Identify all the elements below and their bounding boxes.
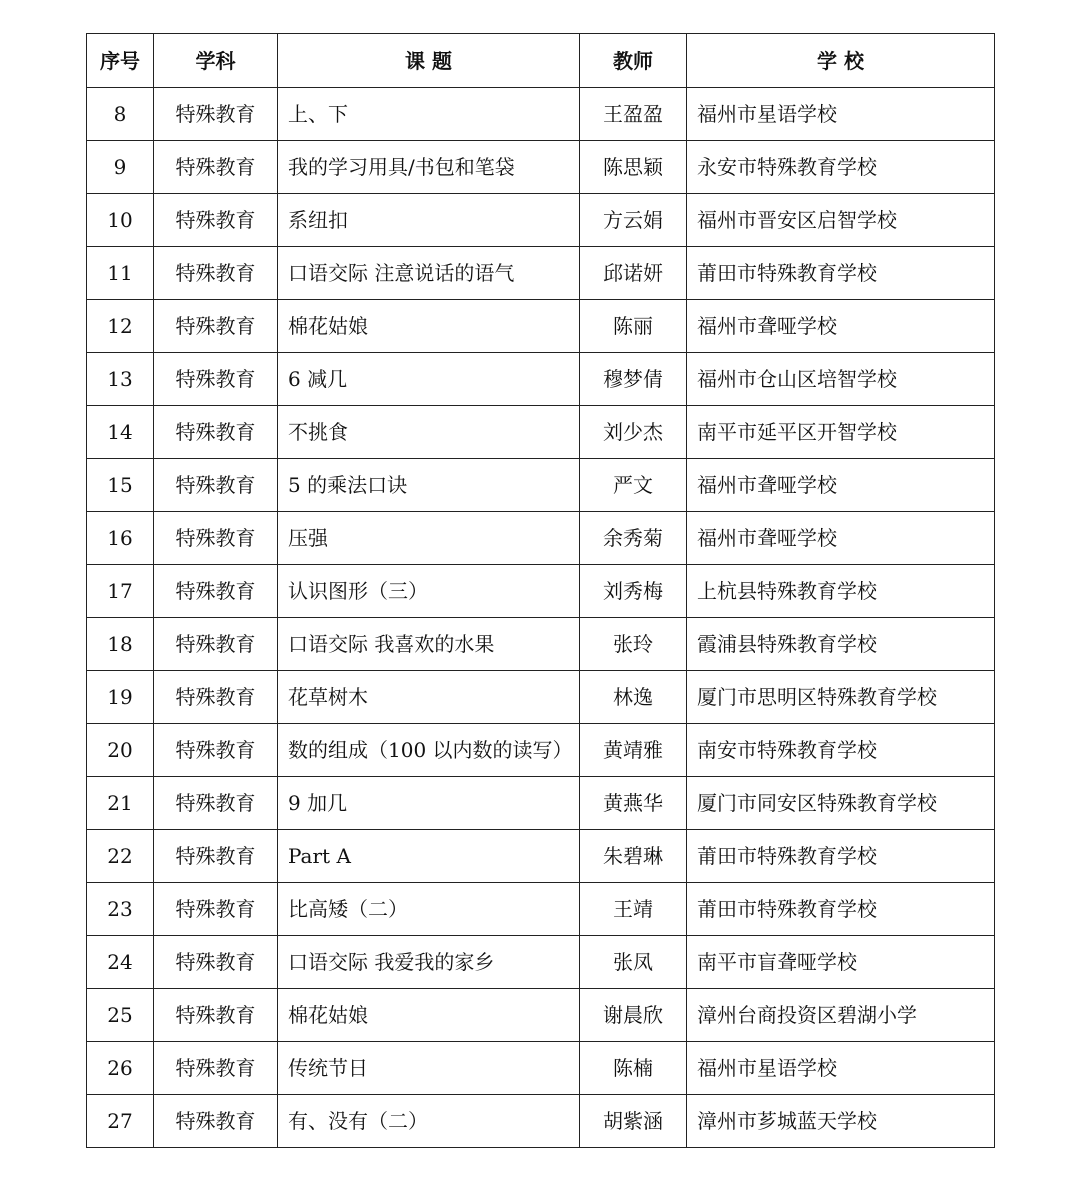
table-row bbox=[87, 989, 995, 1042]
table-row bbox=[87, 830, 995, 883]
cell-number: 12 bbox=[87, 300, 154, 353]
table-row bbox=[87, 141, 995, 194]
table-row bbox=[87, 936, 995, 989]
cell-school: 南平市延平区开智学校 bbox=[687, 406, 995, 459]
cell-teacher: 方云娟 bbox=[580, 194, 687, 247]
cell-topic: 系纽扣 bbox=[278, 194, 580, 247]
cell-teacher: 刘秀梅 bbox=[580, 565, 687, 618]
cell-school: 上杭县特殊教育学校 bbox=[687, 565, 995, 618]
cell-school: 南安市特殊教育学校 bbox=[687, 724, 995, 777]
cell-number: 11 bbox=[87, 247, 154, 300]
cell-topic: 比高矮（二） bbox=[278, 883, 580, 936]
cell-number: 8 bbox=[87, 88, 154, 141]
cell-subject: 特殊教育 bbox=[154, 830, 278, 883]
cell-topic: 有、没有（二） bbox=[278, 1095, 580, 1148]
table-row bbox=[87, 300, 995, 353]
cell-teacher: 穆梦倩 bbox=[580, 353, 687, 406]
cell-topic: 6 减几 bbox=[278, 353, 580, 406]
cell-topic: 传统节日 bbox=[278, 1042, 580, 1095]
cell-subject: 特殊教育 bbox=[154, 777, 278, 830]
header-teacher: 教师 bbox=[580, 34, 687, 88]
table-row bbox=[87, 459, 995, 512]
cell-number: 16 bbox=[87, 512, 154, 565]
table-row bbox=[87, 724, 995, 777]
table-row bbox=[87, 777, 995, 830]
table-row bbox=[87, 671, 995, 724]
table-row bbox=[87, 406, 995, 459]
table-row bbox=[87, 247, 995, 300]
cell-topic: 5 的乘法口诀 bbox=[278, 459, 580, 512]
table-body bbox=[87, 88, 995, 1148]
cell-school: 南平市盲聋哑学校 bbox=[687, 936, 995, 989]
cell-subject: 特殊教育 bbox=[154, 724, 278, 777]
cell-number: 10 bbox=[87, 194, 154, 247]
cell-topic: 口语交际 我爱我的家乡 bbox=[278, 936, 580, 989]
cell-school: 福州市星语学校 bbox=[687, 1042, 995, 1095]
table-row bbox=[87, 88, 995, 141]
cell-number: 18 bbox=[87, 618, 154, 671]
cell-school: 漳州台商投资区碧湖小学 bbox=[687, 989, 995, 1042]
cell-teacher: 林逸 bbox=[580, 671, 687, 724]
cell-subject: 特殊教育 bbox=[154, 88, 278, 141]
cell-number: 15 bbox=[87, 459, 154, 512]
cell-teacher: 王靖 bbox=[580, 883, 687, 936]
cell-teacher: 余秀菊 bbox=[580, 512, 687, 565]
cell-school: 厦门市思明区特殊教育学校 bbox=[687, 671, 995, 724]
cell-subject: 特殊教育 bbox=[154, 459, 278, 512]
cell-teacher: 陈丽 bbox=[580, 300, 687, 353]
cell-school: 永安市特殊教育学校 bbox=[687, 141, 995, 194]
cell-number: 14 bbox=[87, 406, 154, 459]
cell-subject: 特殊教育 bbox=[154, 300, 278, 353]
cell-teacher: 刘少杰 bbox=[580, 406, 687, 459]
cell-subject: 特殊教育 bbox=[154, 883, 278, 936]
cell-subject: 特殊教育 bbox=[154, 671, 278, 724]
table-row bbox=[87, 618, 995, 671]
cell-subject: 特殊教育 bbox=[154, 406, 278, 459]
cell-number: 23 bbox=[87, 883, 154, 936]
cell-subject: 特殊教育 bbox=[154, 1042, 278, 1095]
cell-number: 20 bbox=[87, 724, 154, 777]
table-row bbox=[87, 1095, 995, 1148]
cell-topic: 9 加几 bbox=[278, 777, 580, 830]
cell-number: 21 bbox=[87, 777, 154, 830]
header-topic: 课 题 bbox=[278, 34, 580, 88]
cell-school: 霞浦县特殊教育学校 bbox=[687, 618, 995, 671]
cell-school: 福州市星语学校 bbox=[687, 88, 995, 141]
cell-topic: 口语交际 注意说话的语气 bbox=[278, 247, 580, 300]
cell-number: 13 bbox=[87, 353, 154, 406]
cell-number: 24 bbox=[87, 936, 154, 989]
cell-teacher: 张凤 bbox=[580, 936, 687, 989]
cell-teacher: 陈楠 bbox=[580, 1042, 687, 1095]
cell-teacher: 张玲 bbox=[580, 618, 687, 671]
cell-teacher: 严文 bbox=[580, 459, 687, 512]
cell-school: 莆田市特殊教育学校 bbox=[687, 247, 995, 300]
cell-topic: 棉花姑娘 bbox=[278, 300, 580, 353]
cell-topic: 棉花姑娘 bbox=[278, 989, 580, 1042]
header-subject: 学科 bbox=[154, 34, 278, 88]
table-row bbox=[87, 883, 995, 936]
table-row bbox=[87, 565, 995, 618]
cell-subject: 特殊教育 bbox=[154, 247, 278, 300]
cell-subject: 特殊教育 bbox=[154, 194, 278, 247]
table-row bbox=[87, 1042, 995, 1095]
cell-topic: 认识图形（三） bbox=[278, 565, 580, 618]
cell-topic: 花草树木 bbox=[278, 671, 580, 724]
cell-teacher: 胡紫涵 bbox=[580, 1095, 687, 1148]
cell-teacher: 陈思颖 bbox=[580, 141, 687, 194]
cell-subject: 特殊教育 bbox=[154, 989, 278, 1042]
cell-teacher: 朱碧琳 bbox=[580, 830, 687, 883]
cell-number: 22 bbox=[87, 830, 154, 883]
cell-topic: 口语交际 我喜欢的水果 bbox=[278, 618, 580, 671]
cell-topic: 上、下 bbox=[278, 88, 580, 141]
cell-subject: 特殊教育 bbox=[154, 1095, 278, 1148]
cell-subject: 特殊教育 bbox=[154, 618, 278, 671]
cell-subject: 特殊教育 bbox=[154, 512, 278, 565]
table-row bbox=[87, 353, 995, 406]
cell-number: 26 bbox=[87, 1042, 154, 1095]
cell-subject: 特殊教育 bbox=[154, 565, 278, 618]
cell-number: 27 bbox=[87, 1095, 154, 1148]
cell-school: 莆田市特殊教育学校 bbox=[687, 883, 995, 936]
cell-number: 19 bbox=[87, 671, 154, 724]
cell-topic: 数的组成（100 以内数的读写） bbox=[278, 724, 580, 777]
table-header bbox=[87, 34, 995, 88]
cell-subject: 特殊教育 bbox=[154, 141, 278, 194]
table-row bbox=[87, 194, 995, 247]
header-row bbox=[87, 34, 995, 88]
cell-teacher: 王盈盈 bbox=[580, 88, 687, 141]
cell-topic: 我的学习用具/书包和笔袋 bbox=[278, 141, 580, 194]
header-no: 序号 bbox=[87, 34, 154, 88]
cell-teacher: 黄靖雅 bbox=[580, 724, 687, 777]
cell-teacher: 邱诺妍 bbox=[580, 247, 687, 300]
cell-subject: 特殊教育 bbox=[154, 936, 278, 989]
cell-school: 福州市聋哑学校 bbox=[687, 512, 995, 565]
roster-table bbox=[86, 33, 995, 1148]
cell-number: 25 bbox=[87, 989, 154, 1042]
cell-school: 莆田市特殊教育学校 bbox=[687, 830, 995, 883]
cell-topic: 压强 bbox=[278, 512, 580, 565]
cell-topic: Part A bbox=[278, 830, 580, 883]
header-school: 学 校 bbox=[687, 34, 995, 88]
table-row bbox=[87, 512, 995, 565]
cell-teacher: 黄燕华 bbox=[580, 777, 687, 830]
cell-topic: 不挑食 bbox=[278, 406, 580, 459]
cell-school: 福州市聋哑学校 bbox=[687, 459, 995, 512]
cell-teacher: 谢晨欣 bbox=[580, 989, 687, 1042]
cell-school: 福州市聋哑学校 bbox=[687, 300, 995, 353]
cell-school: 漳州市芗城蓝天学校 bbox=[687, 1095, 995, 1148]
cell-number: 17 bbox=[87, 565, 154, 618]
cell-number: 9 bbox=[87, 141, 154, 194]
cell-school: 厦门市同安区特殊教育学校 bbox=[687, 777, 995, 830]
cell-school: 福州市晋安区启智学校 bbox=[687, 194, 995, 247]
cell-subject: 特殊教育 bbox=[154, 353, 278, 406]
cell-school: 福州市仓山区培智学校 bbox=[687, 353, 995, 406]
